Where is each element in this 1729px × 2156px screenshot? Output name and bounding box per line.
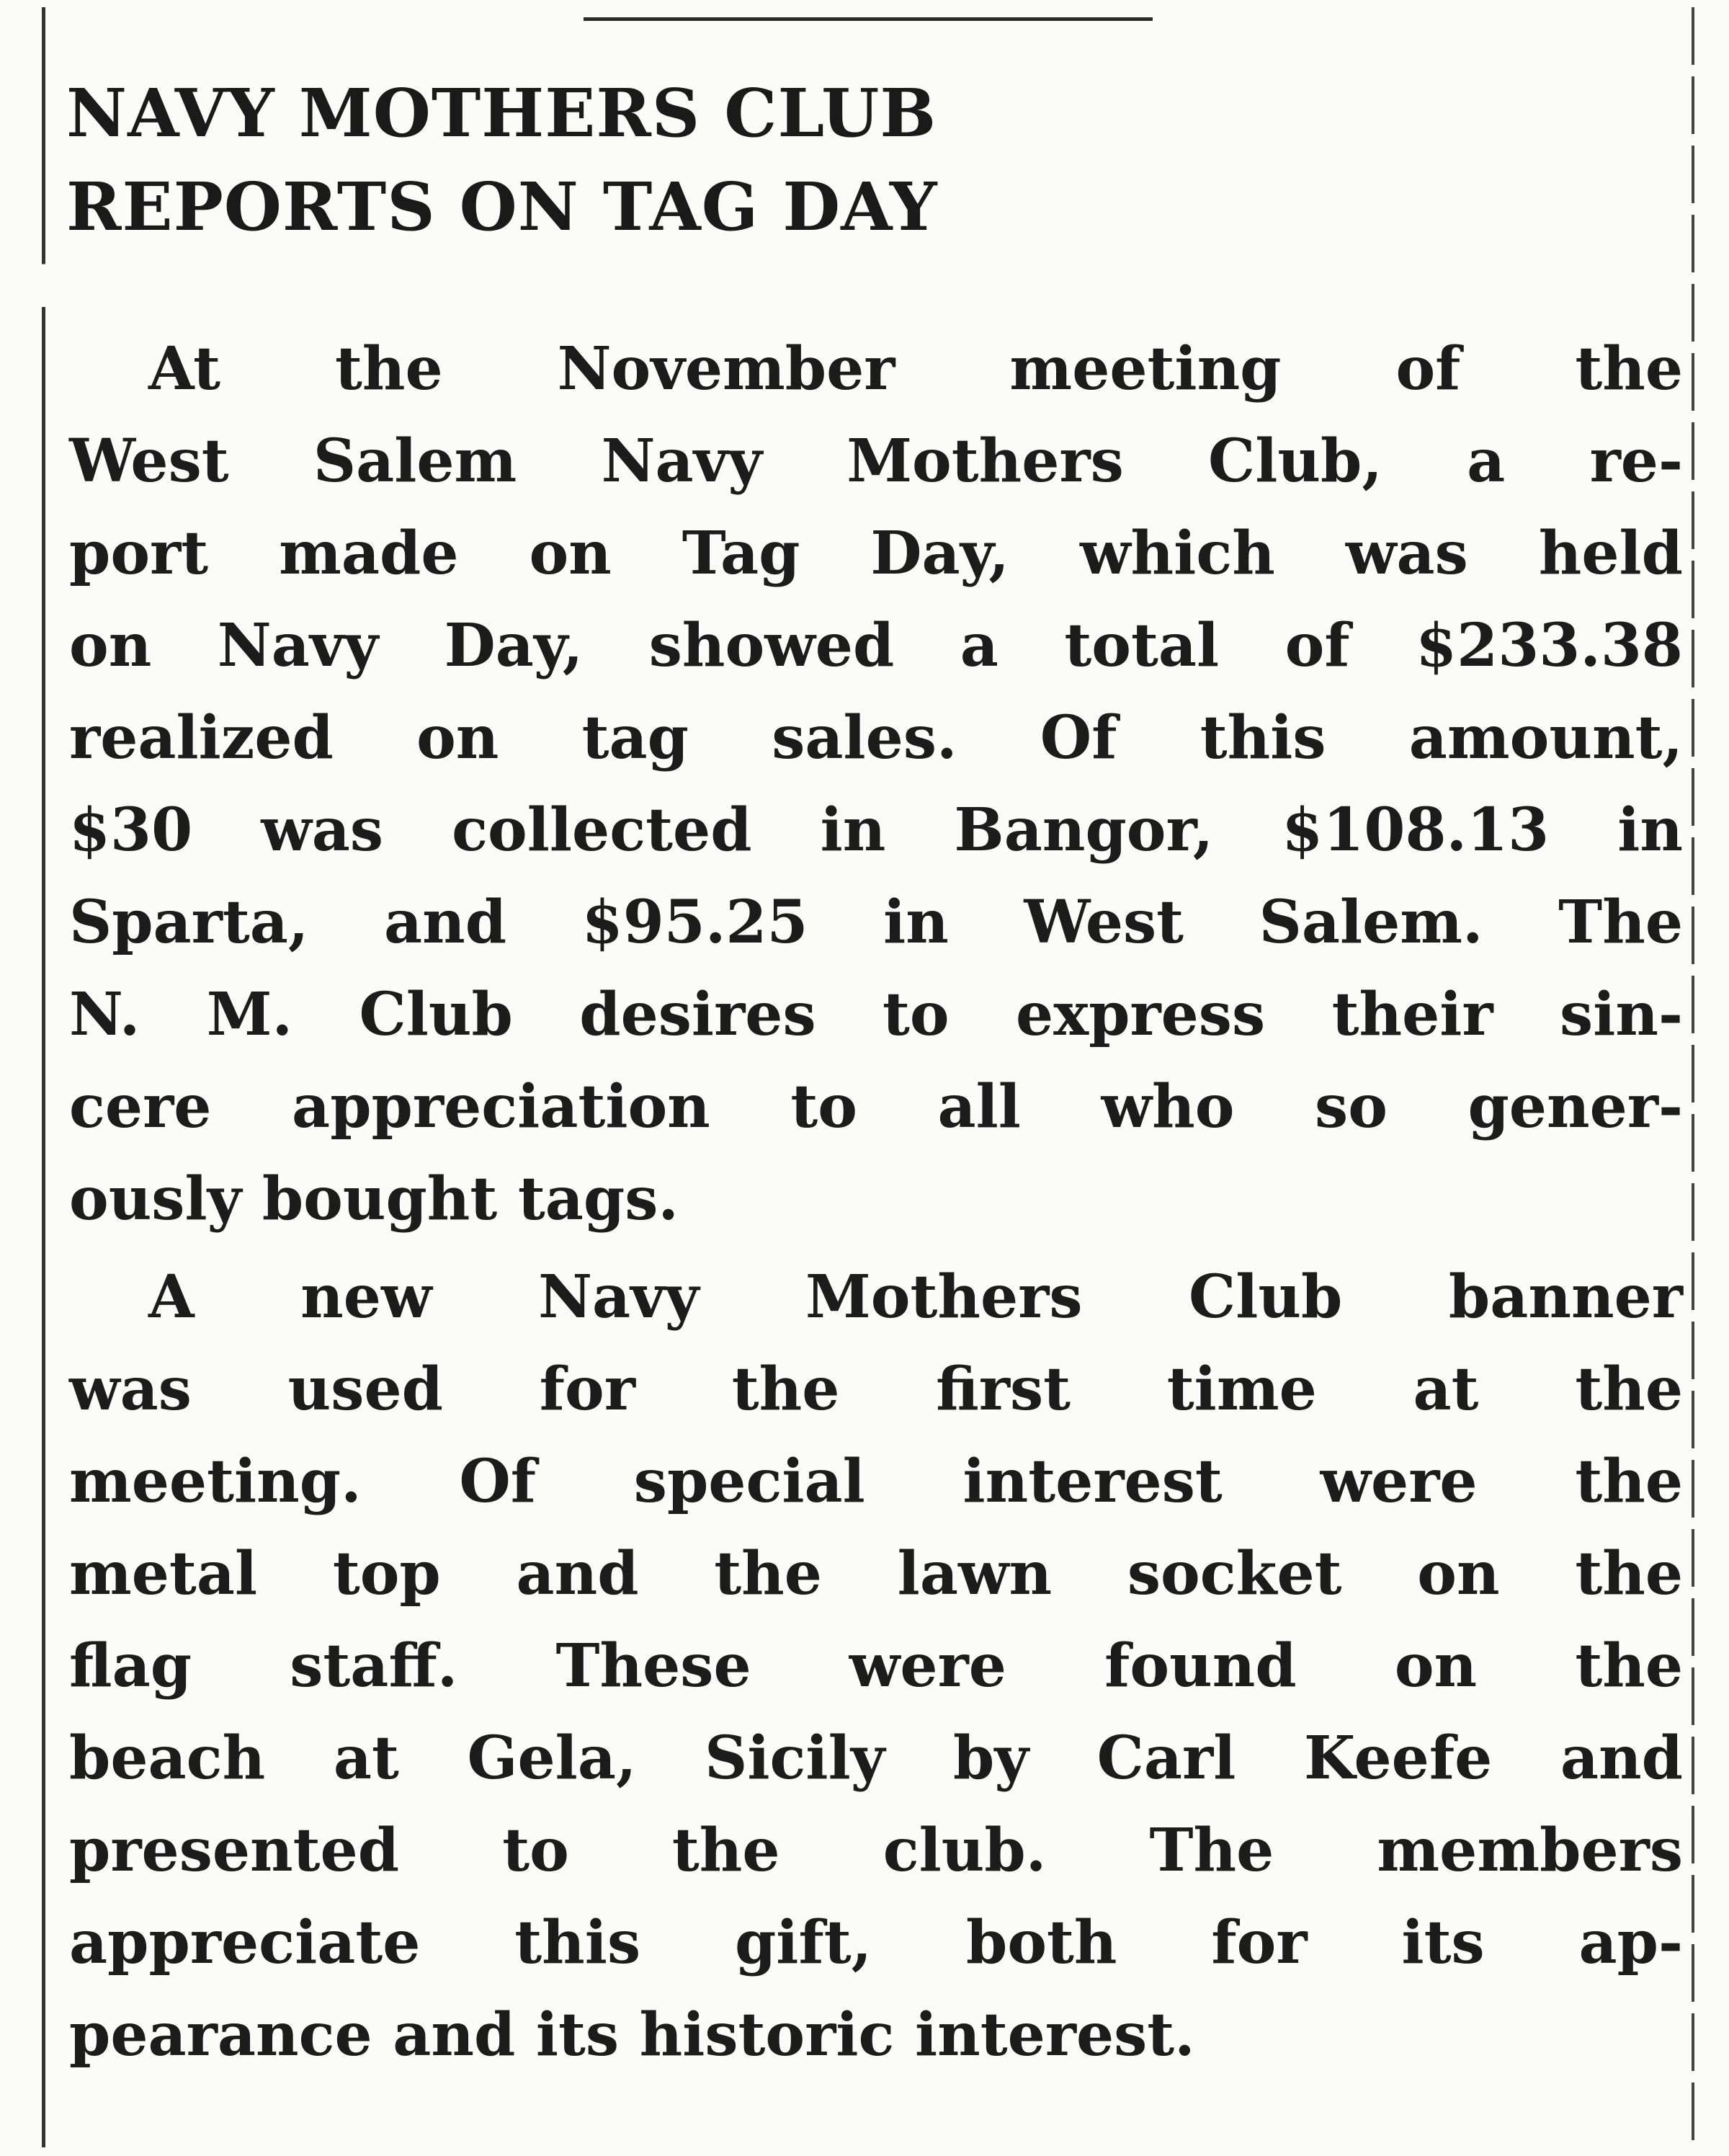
paragraph-line: appreciate this gift, both for its ap-: [69, 1908, 1683, 1977]
right-column-rule: [1692, 7, 1694, 2147]
left-column-rule: [42, 7, 45, 2147]
paragraph-line: was used for the first time at the: [69, 1355, 1683, 1424]
paragraph-line: flag staff. These were found on the: [69, 1631, 1683, 1701]
paragraph-line: Sparta, and $95.25 in West Salem. The: [69, 888, 1683, 957]
paragraph-line: N. M. Club desires to express their sin-: [69, 980, 1683, 1049]
paragraph-line: on Navy Day, showed a total of $233.38: [69, 611, 1683, 680]
paragraph-line: pearance and its historic interest.: [69, 2000, 1195, 2070]
paragraph-line: beach at Gela, Sicily by Carl Keefe and: [69, 1724, 1683, 1793]
paragraph-line: realized on tag sales. Of this amount,: [69, 703, 1683, 772]
paragraph-line: At the November meeting of the: [148, 334, 1683, 404]
paragraph-line: presented to the club. The members: [69, 1816, 1683, 1885]
paragraph-line: ously bought tags.: [69, 1164, 679, 1234]
paragraph-2: [69, 1251, 1683, 2081]
headline-line-2: REPORTS ON TAG DAY: [66, 168, 938, 246]
article-body: [69, 323, 1683, 2081]
paragraph-line: metal top and the lawn socket on the: [69, 1539, 1683, 1608]
paragraph-line: port made on Tag Day, which was held: [69, 519, 1683, 588]
paragraph-gap: [69, 1245, 1683, 1251]
paragraph-line: West Salem Navy Mothers Club, a re-: [69, 427, 1683, 496]
paragraph-line: cere appreciation to all who so gener-: [69, 1072, 1683, 1141]
headline-line-1: NAVY MOTHERS CLUB: [66, 74, 937, 152]
paragraph-line: A new Navy Mothers Club banner: [148, 1262, 1683, 1332]
paragraph-line: $30 was collected in Bangor, $108.13 in: [69, 796, 1683, 865]
headline: [66, 66, 1291, 254]
paragraph-line: meeting. Of special interest were the: [69, 1447, 1683, 1516]
paragraph-1: [69, 323, 1683, 1245]
top-rule: [584, 17, 1153, 21]
